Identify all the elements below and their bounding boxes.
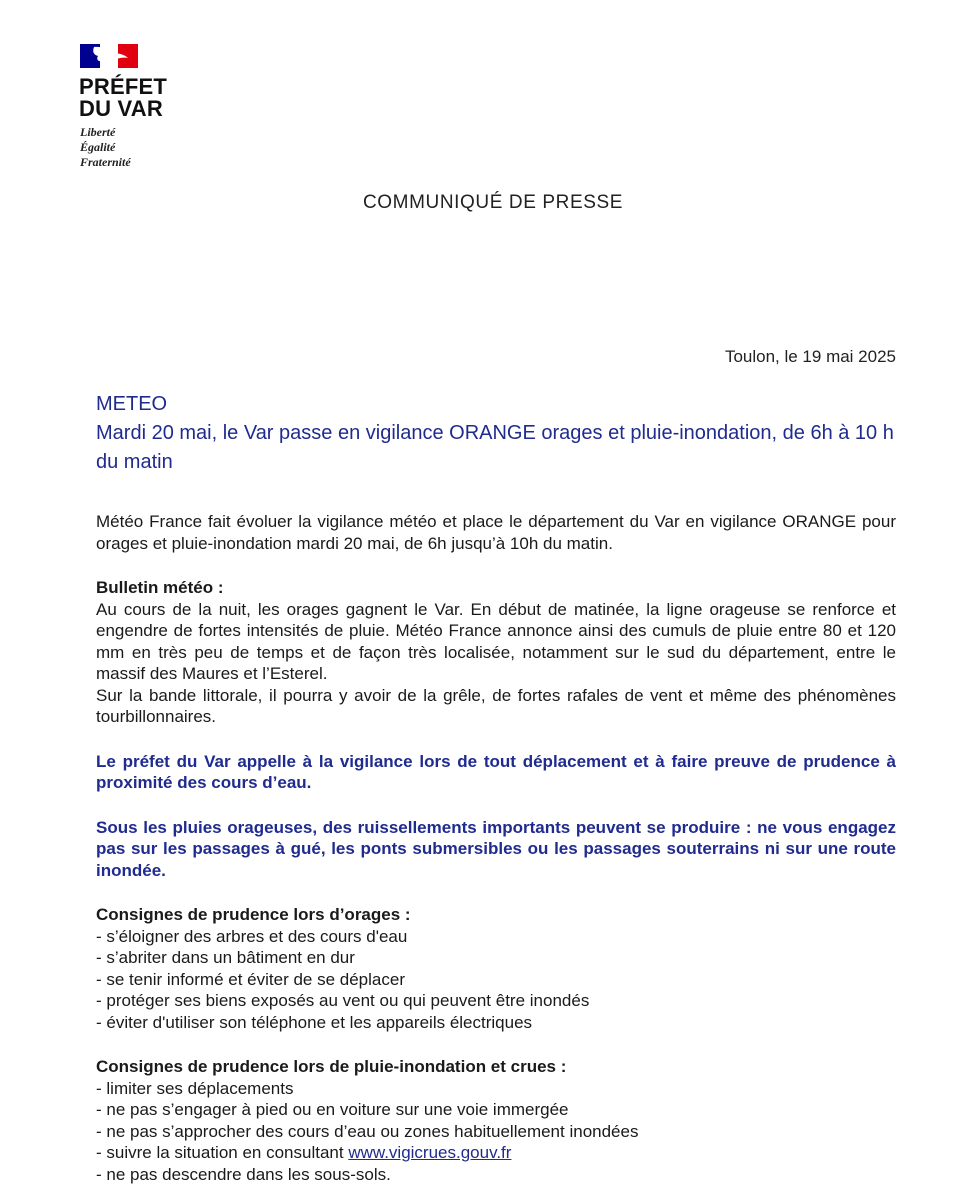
list-item: - ne pas s’approcher des cours d’eau ou zones habituellement inondées [96, 1121, 639, 1141]
intro-paragraph: Météo France fait évoluer la vigilance météo et place le département du Var en vigilance ORANGE pour orages et pluie-inondation mardi 20 mai, de 6h jusqu’à 10h du matin. [96, 512, 896, 553]
list-item-prefix: - suivre la situation en consultant [96, 1143, 349, 1162]
republic-motto [80, 125, 131, 170]
document-body [96, 390, 896, 1185]
storm-advice-list [96, 926, 896, 1034]
marianne-flag-icon [80, 44, 138, 68]
list-item: - ne pas s’engager à pied ou en voiture sur une voie immergée [96, 1100, 569, 1119]
headline-label: METEO [96, 393, 168, 415]
motto-liberte: Liberté [80, 125, 116, 139]
list-item-vigicrues [96, 1142, 896, 1164]
list-item: - s’éloigner des arbres et des cours d'eau [96, 926, 408, 946]
flood-advice-title: Consignes de prudence lors de pluie-inondation et crues : [96, 1057, 567, 1076]
vigicrues-link[interactable]: www.vigicrues.gouv.fr [348, 1143, 512, 1162]
list-item: - protéger ses biens exposés au vent ou qui peuvent être inondés [96, 991, 590, 1010]
flood-advice-list [96, 1078, 896, 1186]
motto-egalite: Égalité [80, 140, 116, 154]
headline-text: Mardi 20 mai, le Var passe en vigilance ORANGE orages et pluie-inondation, de 6h à 10 h du matin [96, 422, 894, 473]
prefecture-title-line1: PRÉFET [79, 74, 167, 99]
runoff-warning: Sous les pluies orageuses, des ruissellements importants peuvent se produire : ne vous engagez pas sur les passages à gué, les ponts submersibles ou les passages souterrains ni sur une route inondée. [96, 817, 896, 880]
prefecture-name [79, 76, 167, 120]
prefecture-title-line2: DU VAR [79, 96, 163, 121]
bulletin-body: Au cours de la nuit, les orages gagnent le Var. En début de matinée, la ligne orageuse se renforce et engendre de fortes intensités de pluie. Météo France annonce ainsi des cumuls de pluie entre 80 et 120 mm en très peu de temps et de façon très localisée, notamment sur le sud du département, entre le massif des Maures et l’Esterel. [96, 599, 896, 683]
document-date: Toulon, le 19 mai 2025 [724, 347, 896, 366]
list-item: - se tenir informé et éviter de se déplacer [96, 969, 405, 989]
motto-fraternite: Fraternité [80, 155, 131, 169]
storm-advice-title: Consignes de prudence lors d’orages : [96, 905, 411, 924]
document-type: COMMUNIQUÉ DE PRESSE [362, 192, 624, 213]
marianne-logo [80, 44, 138, 68]
list-item: - éviter d'utiliser son téléphone et les appareils électriques [96, 1012, 533, 1032]
list-item: - ne pas descendre dans les sous-sols. [96, 1164, 391, 1184]
bulletin-body-coast: Sur la bande littorale, il pourra y avoir de la grêle, de fortes rafales de vent et même des phénomènes tourbillonnaires. [96, 685, 896, 726]
prefect-warning: Le préfet du Var appelle à la vigilance lors de tout déplacement et à faire preuve de prudence à proximité des cours d’eau. [96, 751, 896, 792]
list-item: - s’abriter dans un bâtiment en dur [96, 948, 355, 967]
list-item: - limiter ses déplacements [96, 1078, 294, 1098]
bulletin-title: Bulletin météo : [96, 578, 224, 597]
